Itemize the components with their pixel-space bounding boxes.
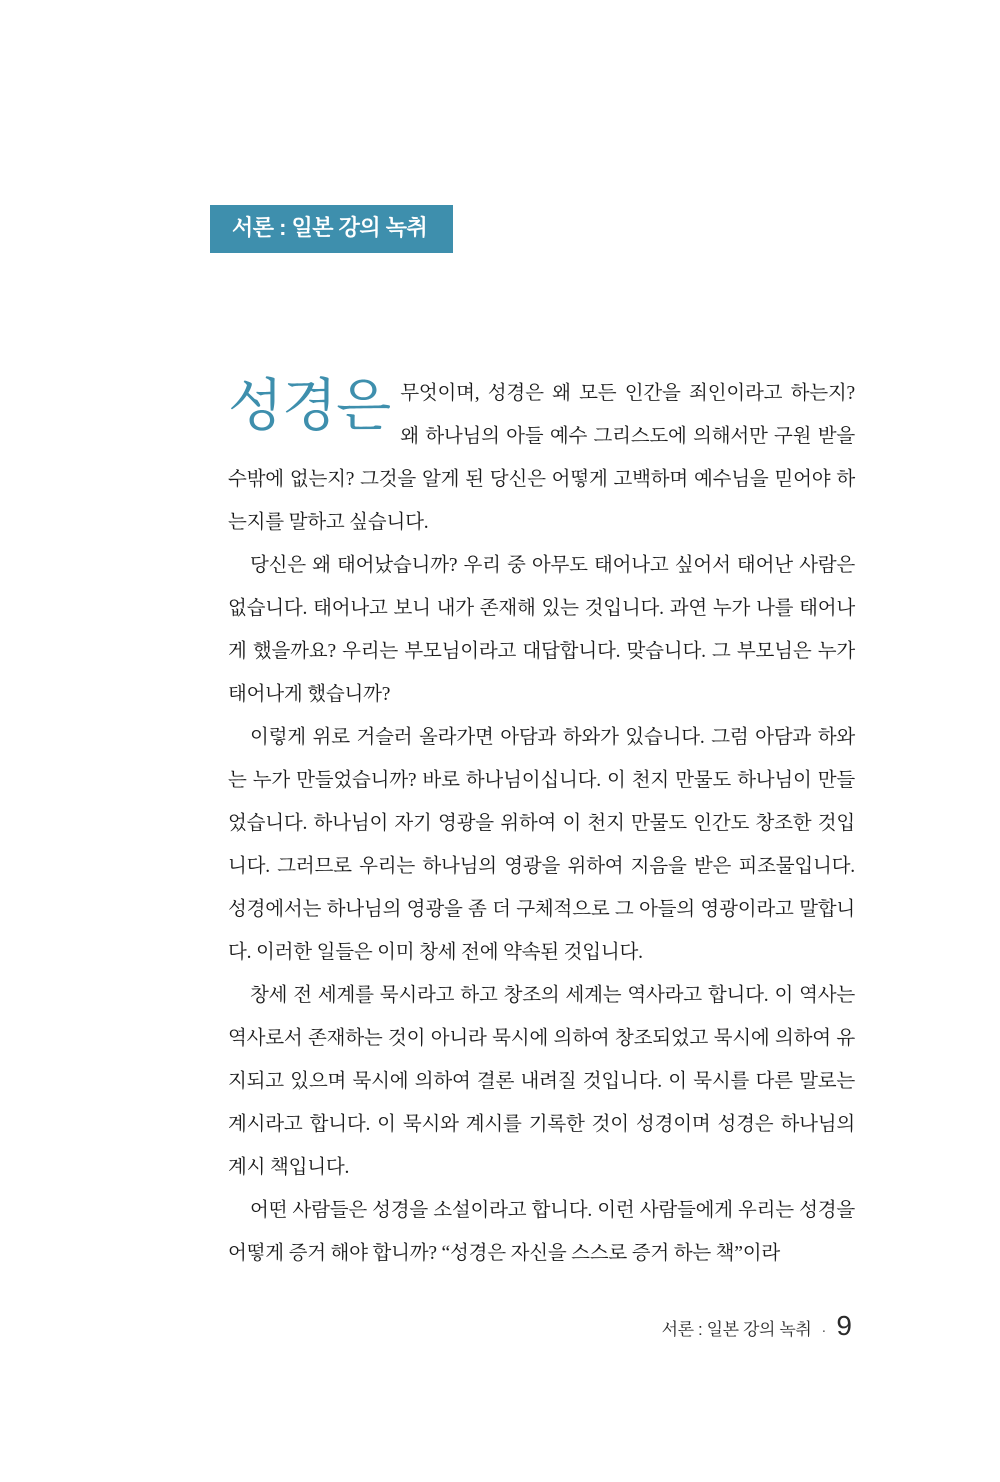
paragraph-2: 당신은 왜 태어났습니까? 우리 중 아무도 태어나고 싶어서 태어난 사람은 없습니다. 태어나고 보니 내가 존재해 있는 것입니다. 과연 누가 나를 태어나게 했을까요? 우리는 부모님이라고 대답합니다. 맞습니다. 그 부모님은 누가 태어나게 했습니까? [228, 555, 855, 705]
footer-separator: · [821, 1322, 827, 1339]
page-footer [662, 1310, 852, 1342]
footer-chapter-label: 서론 : 일본 강의 녹취 [661, 1320, 812, 1339]
paragraph-4: 창세 전 세계를 묵시라고 하고 창조의 세계는 역사라고 합니다. 이 역사는 역사로서 존재하는 것이 아니라 묵시에 의하여 창조되었고 묵시에 의하여 유지되고 있으며 묵시에 의하여 결론 내려질 것입니다. 이 묵시를 다른 말로는 계시라고 합니다. 이 묵시와 계시를 기록한 것이 성경이며 성경은 하나님의 계시 책입니다. [228, 985, 855, 1178]
page-number: 9 [836, 1310, 852, 1341]
chapter-heading-tab: 서론 : 일본 강의 녹취 [210, 205, 453, 253]
paragraph-5: 어떤 사람들은 성경을 소설이라고 합니다. 이런 사람들에게 우리는 성경을 어떻게 증거 해야 합니까? “성경은 자신을 스스로 증거 하는 책”이라 [228, 1200, 855, 1264]
paragraph-1-text: 무엇이며, 성경은 왜 모든 인간을 죄인이라고 하는지? 왜 하나님의 아들 예수 그리스도에 의해서만 구원 받을 수밖에 없는지? 그것을 알게 된 당신은 어떻게 고백하며 예수님을 믿어야 하는지를 말하고 싶습니다. [228, 383, 855, 533]
body-text-block [228, 372, 855, 1275]
drop-cap-text: 성경은 [228, 374, 391, 438]
paragraph-1 [228, 372, 855, 544]
paragraph-3: 이렇게 위로 거슬러 올라가면 아담과 하와가 있습니다. 그럼 아담과 하와는 누가 만들었습니까? 바로 하나님이십니다. 이 천지 만물도 하나님이 만들었습니다. 하나님이 자기 영광을 위하여 이 천지 만물도 인간도 창조한 것입니다. 그러므로 우리는 하나님의 영광을 위하여 지음을 받은 피조물입니다. 성경에서는 하나님의 영광을 좀 더 구체적으로 그 아들의 영광이라고 말합니다. 이러한 일들은 이미 창세 전에 약속된 것입니다. [228, 727, 855, 963]
